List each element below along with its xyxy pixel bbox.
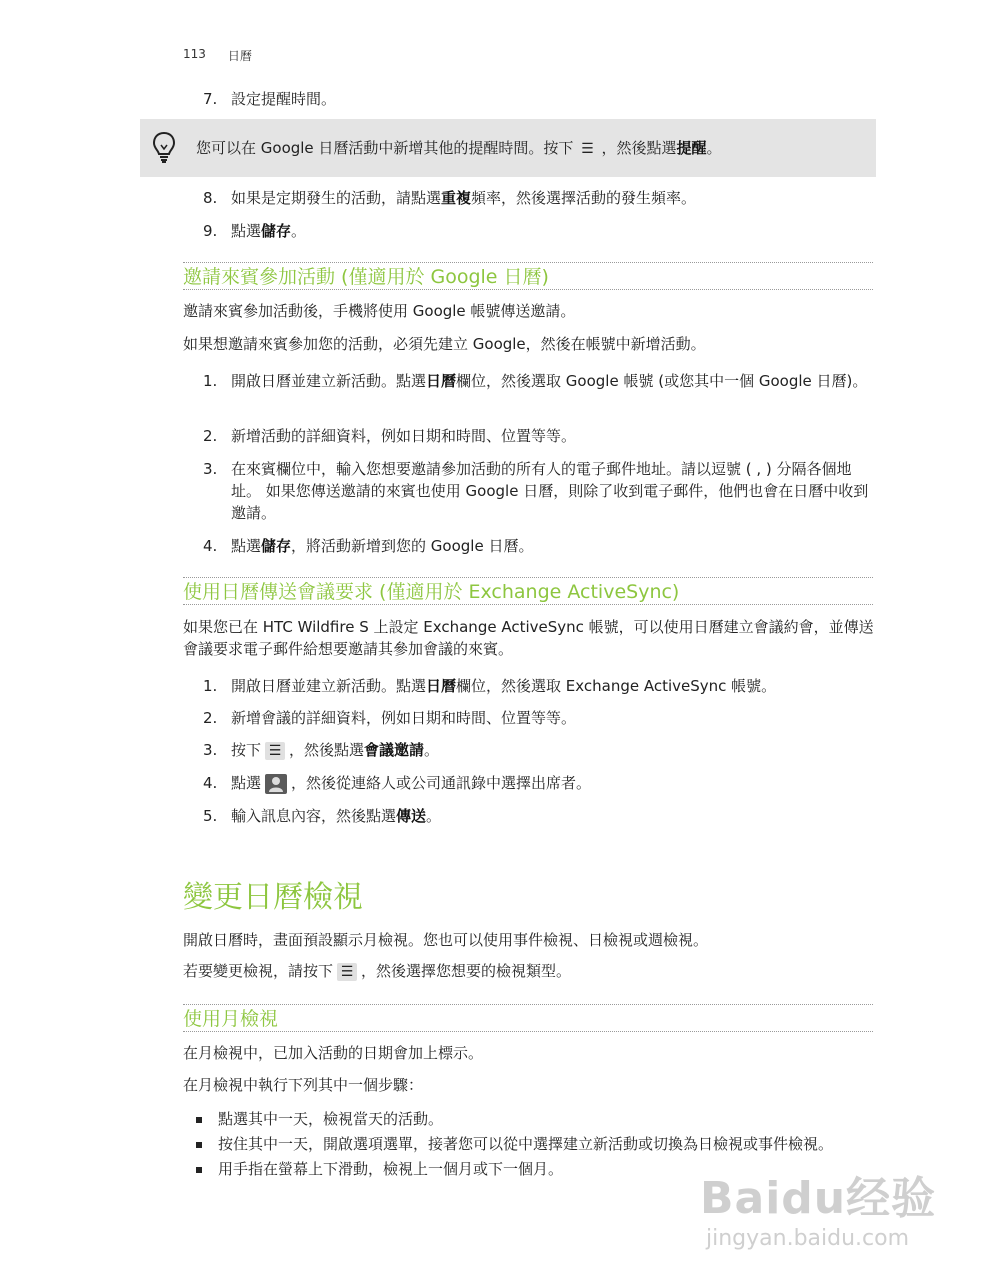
watermark-url: jingyan.baidu.com bbox=[706, 1226, 910, 1251]
step-text: 按下 ☰ ，然後點選會議邀請。 bbox=[231, 741, 440, 759]
step-number: 9. bbox=[203, 222, 218, 240]
step-text: 新增活動的詳細資料，例如日期和時間、位置等等。 bbox=[231, 427, 577, 445]
list-item: 用手指在螢幕上下滑動，檢視上一個月或下一個月。 bbox=[196, 1158, 563, 1180]
step-number: 4. bbox=[203, 774, 218, 792]
tip-box bbox=[140, 119, 876, 177]
meeting-step-4 bbox=[203, 772, 871, 794]
bullet-icon bbox=[196, 1117, 202, 1123]
step-text: 點選儲存。 bbox=[231, 222, 307, 240]
step-number: 3. bbox=[203, 460, 218, 478]
invite-step-4 bbox=[203, 535, 871, 557]
baidu-watermark bbox=[700, 1162, 936, 1251]
section-heading-meeting-request: 使用日曆傳送會議要求 (僅適用於 Exchange ActiveSync) bbox=[183, 577, 873, 605]
page-header bbox=[183, 47, 252, 64]
step-9 bbox=[203, 220, 871, 242]
step-text: 開啟日曆並建立新活動。點選日曆欄位，然後選取 Google 帳號 (或您其中一個 Google 日曆)。 bbox=[231, 372, 868, 390]
paragraph: 若要變更檢視，請按下 ☰ ，然後選擇您想要的檢視類型。 bbox=[183, 962, 572, 980]
meeting-step-1 bbox=[203, 675, 871, 697]
bullet-icon bbox=[196, 1142, 202, 1148]
chapter-heading-change-view: 變更日曆檢視 bbox=[183, 880, 363, 915]
step-text: 開啟日曆並建立新活動。點選日曆欄位，然後選取 Exchange ActiveSync 帳號。 bbox=[231, 677, 777, 695]
tip-text: 您可以在 Google 日曆活動中新增其他的提醒時間。按下 ☰ ，然後點選提醒。 bbox=[196, 139, 722, 157]
menu-icon: ☰ bbox=[265, 742, 285, 760]
meeting-step-3 bbox=[203, 739, 871, 761]
step-number: 4. bbox=[203, 537, 218, 555]
invite-step-2 bbox=[203, 425, 871, 447]
paragraph: 在月檢視中，已加入活動的日期會加上標示。 bbox=[183, 1044, 484, 1062]
step-number: 2. bbox=[203, 709, 218, 727]
step-7 bbox=[203, 88, 871, 110]
step-8 bbox=[203, 187, 871, 209]
paragraph: 邀請來賓參加活動後，手機將使用 Google 帳號傳送邀請。 bbox=[183, 302, 576, 320]
step-number: 8. bbox=[203, 189, 218, 207]
step-text: 設定提醒時間。 bbox=[231, 90, 337, 108]
menu-icon: ☰ bbox=[337, 963, 357, 981]
step-number: 3. bbox=[203, 741, 218, 759]
section-heading-month-view: 使用月檢視 bbox=[183, 1004, 873, 1032]
step-text: 點選 ，然後從連絡人或公司通訊錄中選擇出席者。 bbox=[231, 774, 592, 792]
meeting-step-5 bbox=[203, 805, 871, 827]
step-text: 點選儲存，將活動新增到您的 Google 日曆。 bbox=[231, 537, 534, 555]
list-item: 按住其中一天，開啟選項選單，接著您可以從中選擇建立新活動或切換為日檢視或事件檢視。 bbox=[196, 1133, 833, 1155]
chapter-name: 日曆 bbox=[227, 49, 252, 63]
step-number: 5. bbox=[203, 807, 218, 825]
page-number: 113 bbox=[183, 47, 206, 61]
step-number: 1. bbox=[203, 677, 218, 695]
menu-icon: ☰ bbox=[581, 140, 594, 157]
invite-step-3 bbox=[203, 458, 871, 524]
step-text: 在來賓欄位中，輸入您想要邀請參加活動的所有人的電子郵件地址。請以逗號 ( , ) 分隔各個地址。 如果您傳送邀請的來賓也使用 Google 日曆，則除了收到電子郵件，他們也會在日曆中收到邀請。 bbox=[231, 460, 869, 522]
meeting-step-2 bbox=[203, 707, 871, 729]
paragraph: 開啟日曆時，畫面預設顯示月檢視。您也可以使用事件檢視、日檢視或週檢視。 bbox=[183, 931, 709, 949]
contact-picker-icon bbox=[265, 774, 287, 794]
invite-step-1 bbox=[203, 370, 871, 392]
bullet-icon bbox=[196, 1167, 202, 1173]
section-heading-invite-guests: 邀請來賓參加活動 (僅適用於 Google 日曆) bbox=[183, 262, 873, 290]
paragraph: 在月檢視中執行下列其中一個步驟： bbox=[183, 1076, 424, 1094]
step-number: 7. bbox=[203, 90, 218, 108]
step-number: 2. bbox=[203, 427, 218, 445]
step-text: 輸入訊息內容，然後點選傳送。 bbox=[231, 807, 442, 825]
step-number: 1. bbox=[203, 372, 218, 390]
step-text: 如果是定期發生的活動，請點選重複頻率，然後選擇活動的發生頻率。 bbox=[231, 189, 697, 207]
lightbulb-icon bbox=[152, 131, 176, 165]
paragraph: 如果您已在 HTC Wildfire S 上設定 Exchange ActiveSync 帳號，可以使用日曆建立會議約會，並傳送會議要求電子郵件給想要邀請其參加會議的來賓。 bbox=[183, 618, 874, 658]
list-item: 點選其中一天，檢視當天的活動。 bbox=[196, 1108, 443, 1130]
watermark-brand: Baidu经验 bbox=[700, 1173, 937, 1224]
step-text: 新增會議的詳細資料，例如日期和時間、位置等等。 bbox=[231, 709, 577, 727]
paragraph: 如果想邀請來賓參加您的活動，必須先建立 Google，然後在帳號中新增活動。 bbox=[183, 335, 706, 353]
